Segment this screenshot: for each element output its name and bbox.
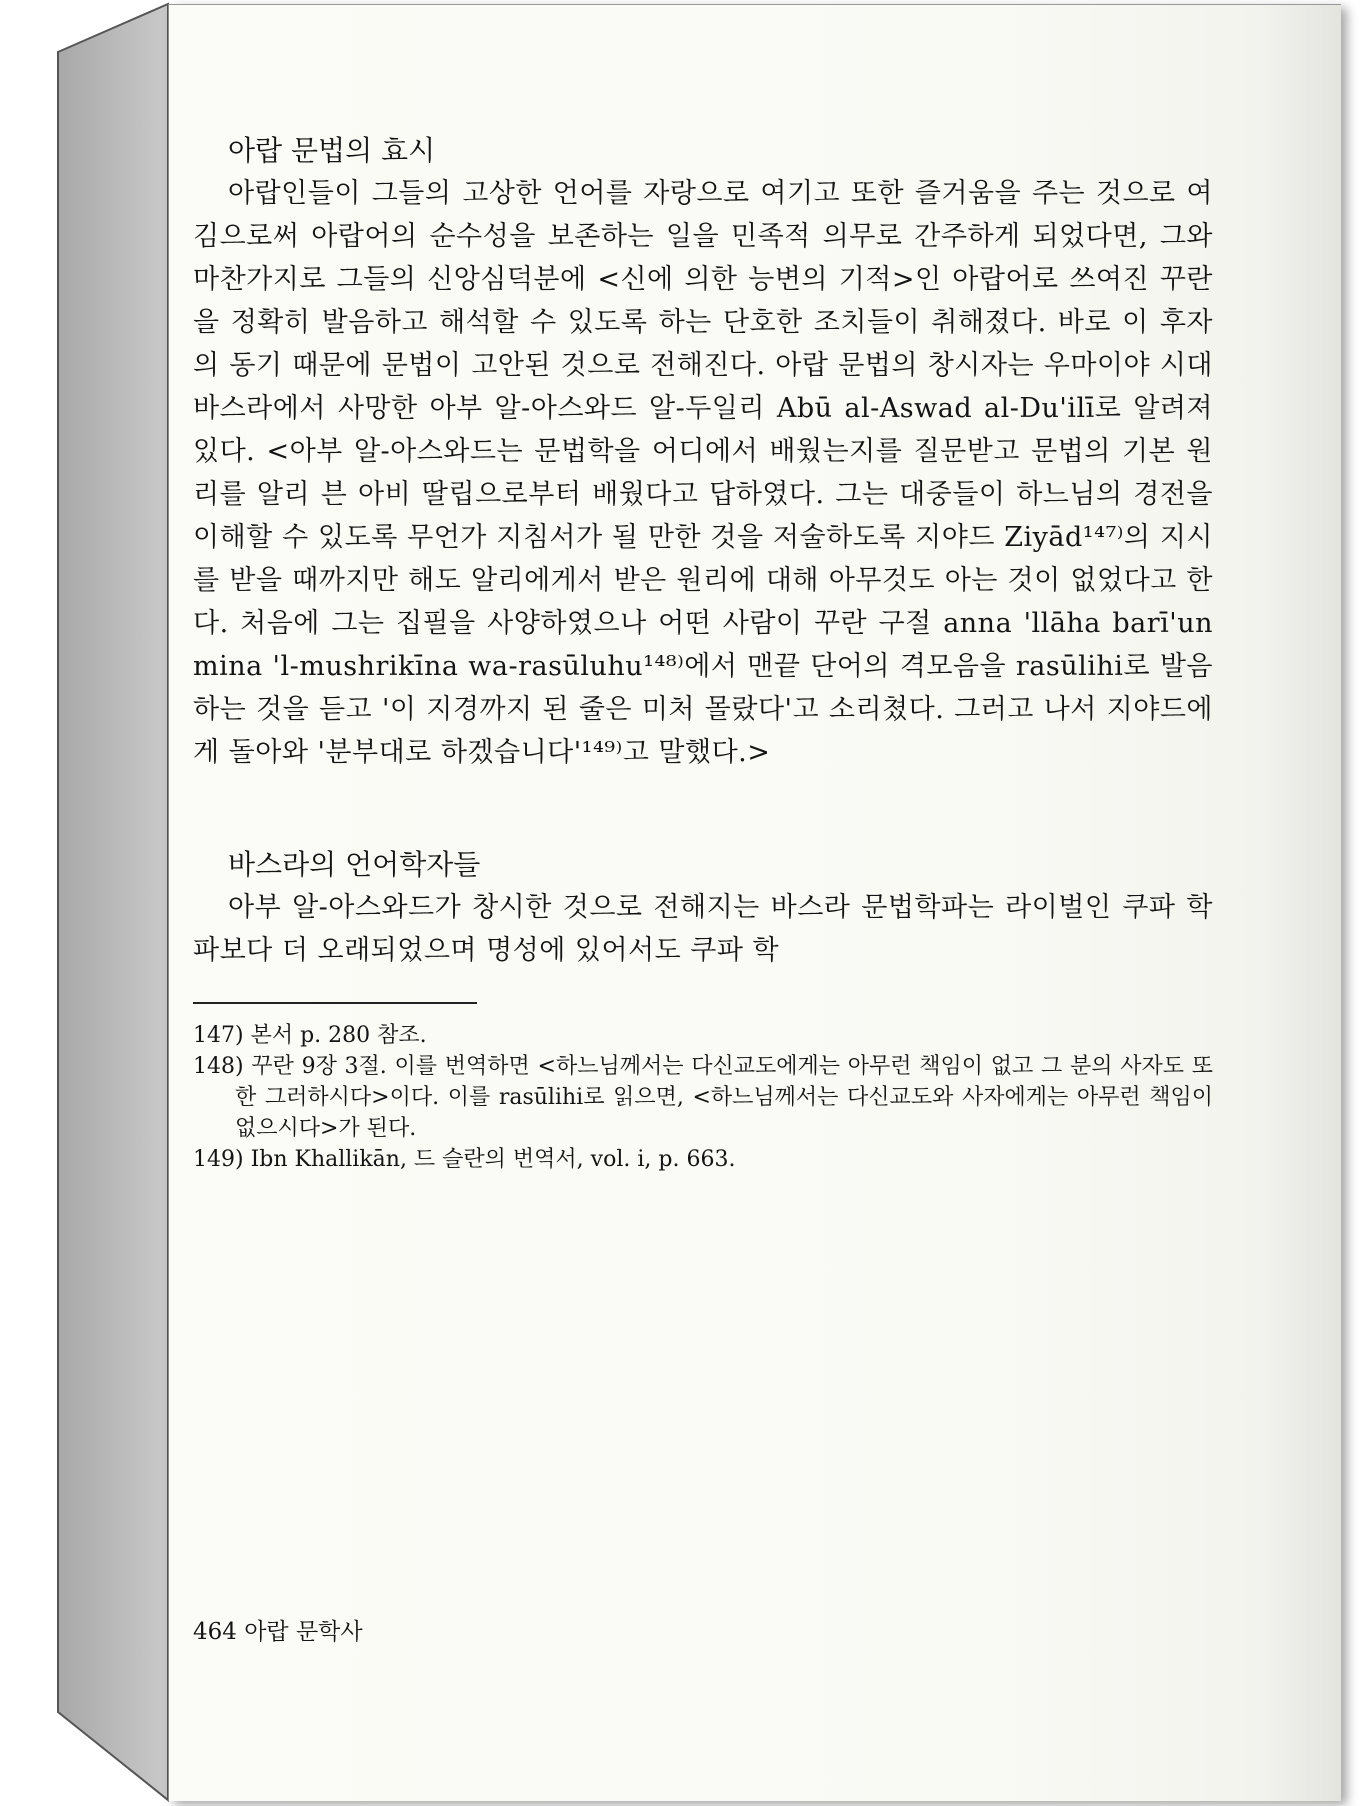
body-paragraph: 아부 알-아스와드가 창시한 것으로 전해지는 바스라 문법학파는 라이벌인 쿠파 학파보다 더 오래되었으며 명성에 있어서도 쿠파 학 [193,892,1213,966]
page-footer [193,1613,363,1646]
section-heading: 아랍 문법의 효시 [228,134,436,167]
footnote: 147) 본서 p. 280 참조. [193,1023,427,1048]
page-content [193,130,1213,1175]
body-paragraph: 아랍인들이 그들의 고상한 언어를 자랑으로 여기고 또한 즐거움을 주는 것으로 여김으로써 아랍어의 순수성을 보존하는 일을 민족적 의무로 간주하게 되었다면, 그와 마찬가지로 그들의 신앙심덕분에 <신에 의한 능변의 기적>인 아랍어로 쓰여진 꾸란을 정확히 발음하고 해석할 수 있도록 하는 단호한 조치들이 취해졌다. 바로 이 후자의 동기 때문에 문법이 고안된 것으로 전해진다. 아랍 문법의 창시자는 우마이야 시대 바스라에서 사망한 아부 알-아스와드 알-두일리 Abū al-Aswad al-Du'ilī로 알려져 있다. <아부 알-아스와드는 문법학을 어디에서 배웠는지를 질문받고 문법의 기본 원리를 알리 븐 아비 딸립으로부터 배웠다고 답하였다. 그는 대중들이 하느님의 경전을 이해할 수 있도록 무언가 지침서가 될 만한 것을 저술하도록 지야드 Ziyād¹⁴⁷⁾의 지시를 받을 때까지만 해도 알리에게서 받은 원리에 대해 아무것도 아는 것이 없었다고 한다. 처음에 그는 집필을 사양하였으나 어떤 사람이 꾸란 구절 anna 'llāha barī'un mina 'l-mushrikīna wa-rasūluhu¹⁴⁸⁾에서 맨끝 단어의 격모음을 rasūlihi로 발음하는 것을 듣고 '이 지경까지 된 줄은 미처 몰랐다'고 소리쳤다. 그러고 나서 지야드에게 돌아와 '분부대로 하겠습니다'¹⁴⁹⁾고 말했다.> [193,178,1213,768]
footnote: 149) Ibn Khallikān, 드 슬란의 번역서, vol. i, p. 663. [193,1147,736,1172]
section-heading: 바스라의 언어학자들 [228,848,481,881]
book-title: 아랍 문학사 [244,1619,363,1645]
footnote: 148) 꾸란 9장 3절. 이를 번역하면 <하느님께서는 다신교도에게는 아무런 책임이 없고 그 분의 사자도 또한 그러하시다>이다. 이를 rasūlihi로 읽으면, <하느님께서는 다신교도와 사자에게는 아무런 책임이 없으시다>가 된다. [193,1054,1213,1141]
page-number: 464 [193,1619,237,1645]
footnote-divider [193,1002,477,1004]
